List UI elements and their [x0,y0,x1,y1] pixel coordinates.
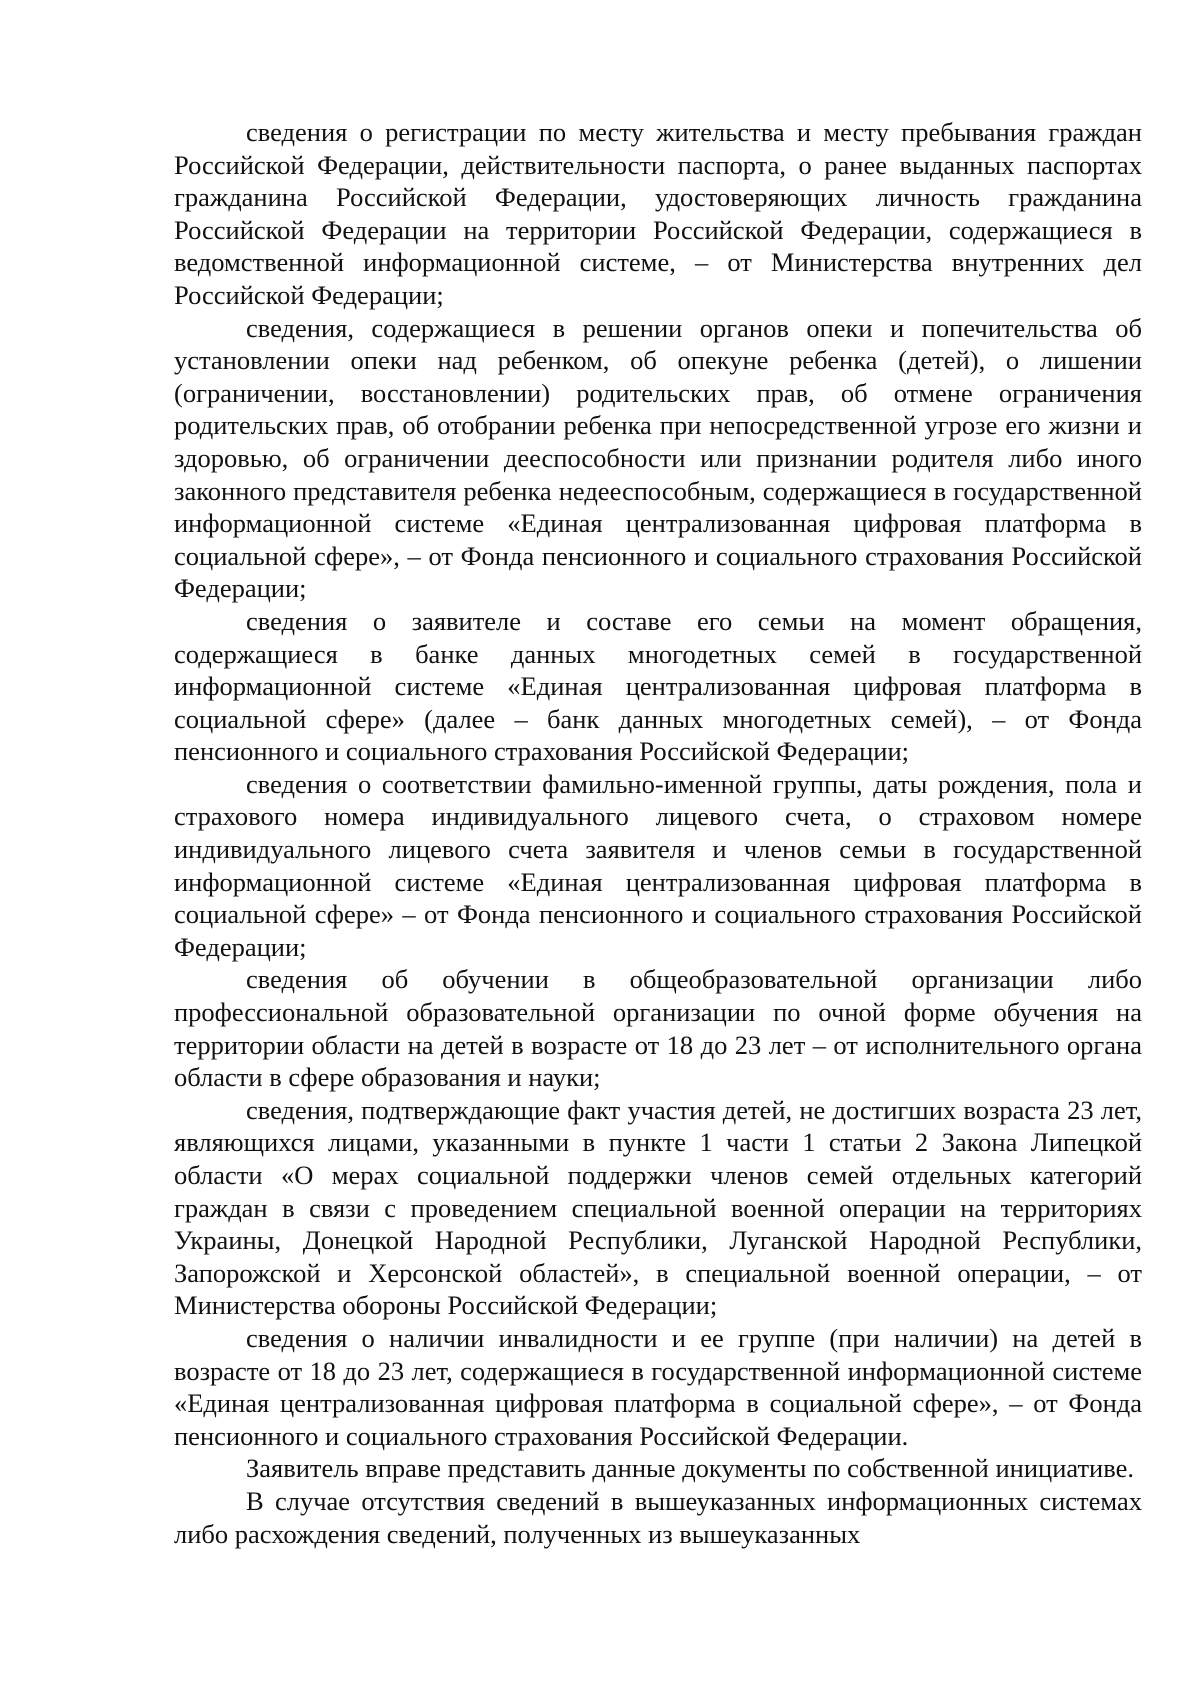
paragraph-education: сведения об обучении в общеобразовательной организации либо профессиональной образовательной организации по очной форме обучения на территории области на детей в возрасте от 18 до 23 лет – от исполнительного органа области в сфере образования и науки; [174,964,1142,1093]
paragraph-military-operation: сведения, подтверждающие факт участия детей, не достигших возраста 23 лет, являющихся лицами, указанными в пункте 1 части 1 статьи 2 Закона Липецкой области «О мерах социальной поддержки членов семей отдельных категорий граждан в связи с проведением специальной военной операции на территориях Украины, Донецкой Народной Республики, Луганской Народной Республики, Запорожской и Херсонской областей», в специальной военной операции, – от Министерства обороны Российской Федерации; [174,1094,1142,1321]
paragraph-absence-of-data: В случае отсутствия сведений в вышеуказанных информационных системах либо расхождения сведений, полученных из вышеуказанных [174,1485,1142,1549]
paragraph-mvd-registration: сведения о регистрации по месту жительства и месту пребывания граждан Российской Федерации, действительности паспорта, о ранее выданных паспортах гражданина Российской Федерации, удостоверяющих личность гражданина Российской Федерации на территории Российской Федерации, содержащиеся в ведомственной информационной системе, – от Министерства внутренних дел Российской Федерации; [174,117,1142,310]
paragraph-snils: сведения о соответствии фамильно-именной группы, даты рождения, пола и страхового номера индивидуального лицевого счета, о страховом номере индивидуального лицевого счета заявителя и членов семьи в государственной информационной системе «Единая централизованная цифровая платформа в социальной сфере» – от Фонда пенсионного и социального страхования Российской Федерации; [174,768,1142,962]
paragraph-applicant-right: Заявитель вправе представить данные документы по собственной инициативе. [246,1453,1134,1484]
document-body [174,116,1142,1550]
paragraph-disability: сведения о наличии инвалидности и ее группе (при наличии) на детей в возрасте от 18 до 23 лет, содержащиеся в государственной информационной системе «Единая централизованная цифровая платформа в социальной сфере», – от Фонда пенсионного и социального страхования Российской Федерации. [174,1322,1142,1451]
paragraph-guardianship: сведения, содержащиеся в решении органов опеки и попечительства об установлении опеки над ребенком, об опекуне ребенка (детей), о лишении (ограничении, восстановлении) родительских прав, об отмене ограничения родительских прав, об отобрании ребенка при непосредственной угрозе его жизни и здоровью, об ограничении дееспособности или признании родителя либо иного законного представителя ребенка недееспособным, содержащиеся в государственной информационной системе «Единая централизованная цифровая платформа в социальной сфере», – от Фонда пенсионного и социального страхования Российской Федерации; [174,312,1142,604]
paragraph-large-families-bank: сведения о заявителе и составе его семьи на момент обращения, содержащиеся в банке данных многодетных семей в государственной информационной системе «Единая централизованная цифровая платформа в социальной сфере» (далее – банк данных многодетных семей), – от Фонда пенсионного и социального страхования Российской Федерации; [174,605,1142,767]
